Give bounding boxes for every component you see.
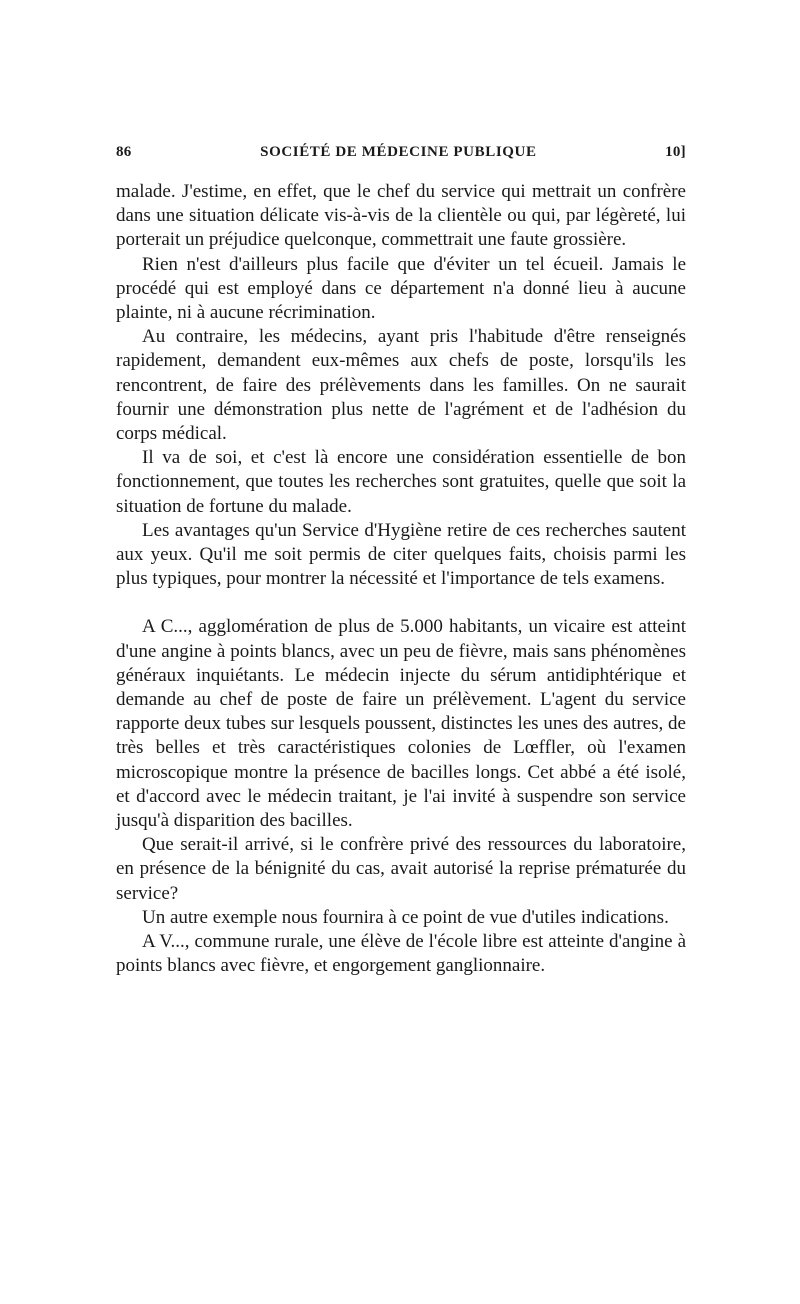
section-number: 10] — [665, 144, 686, 160]
page-number: 86 — [116, 144, 132, 160]
paragraph: Rien n'est d'ailleurs plus facile que d'éviter un tel écueil. Jamais le procédé qui est employé dans ce département n'a donné lieu à aucune plainte, ni à aucune récrimination. — [116, 253, 686, 324]
paragraph: Que serait-il arrivé, si le confrère privé des ressources du laboratoire, en présence de la bénignité du cas, avait autorisé la reprise prématurée du service? — [116, 834, 686, 904]
section-break — [116, 591, 686, 615]
body-text — [116, 180, 686, 979]
paragraph: Les avantages qu'un Service d'Hygiène retire de ces recherches sautent aux yeux. Qu'il me soit permis de citer quelques faits, choisis parmi les plus typiques, pour montrer la nécessité et l'importance de tels examens. — [116, 519, 686, 590]
paragraph: A V..., commune rurale, une élève de l'école libre est atteinte d'angine à points blancs avec fièvre, et engorgement ganglionnaire. — [116, 931, 686, 977]
running-head — [116, 144, 686, 172]
paragraph: Un autre exemple nous fournira à ce point de vue d'utiles indications. — [142, 906, 669, 928]
page — [116, 144, 686, 979]
running-title: SOCIÉTÉ DE MÉDECINE PUBLIQUE — [260, 144, 537, 160]
paragraph: malade. J'estime, en effet, que le chef du service qui mettrait un confrère dans une situation délicate vis-à-vis de la clientèle ou qui, par légèreté, lui porterait un préjudice quelconque, commettrait une faute grossière. — [116, 181, 686, 251]
paragraph: Il va de soi, et c'est là encore une considération essentielle de bon fonctionnement, que toutes les recherches sont gratuites, quelle que soit la situation de fortune du malade. — [116, 447, 686, 517]
paragraph: Au contraire, les médecins, ayant pris l'habitude d'être renseignés rapidement, demandent eux-mêmes aux chefs de poste, lorsqu'ils les rencontrent, de faire des prélèvements dans les familles. On ne saurait fournir une démonstration plus nette de l'agrément et de l'adhésion du corps médical. — [116, 326, 686, 445]
paragraph: A C..., agglomération de plus de 5.000 habitants, un vicaire est atteint d'une angine à points blancs, avec un peu de fièvre, mais sans phénomènes généraux inquiétants. Le médecin injecte du sérum antidiphtérique et demande au chef de poste de faire un prélèvement. L'agent du service rapporte deux tubes sur lesquels poussent, distinctes les unes des autres, de très belles et très caractéristiques colonies de Lœffler, où l'examen microscopique montre la présence de bacilles longs. Cet abbé a été isolé, et d'accord avec le médecin traitant, je l'ai invité à suspendre son service jusqu'à disparition des bacilles. — [116, 616, 686, 832]
